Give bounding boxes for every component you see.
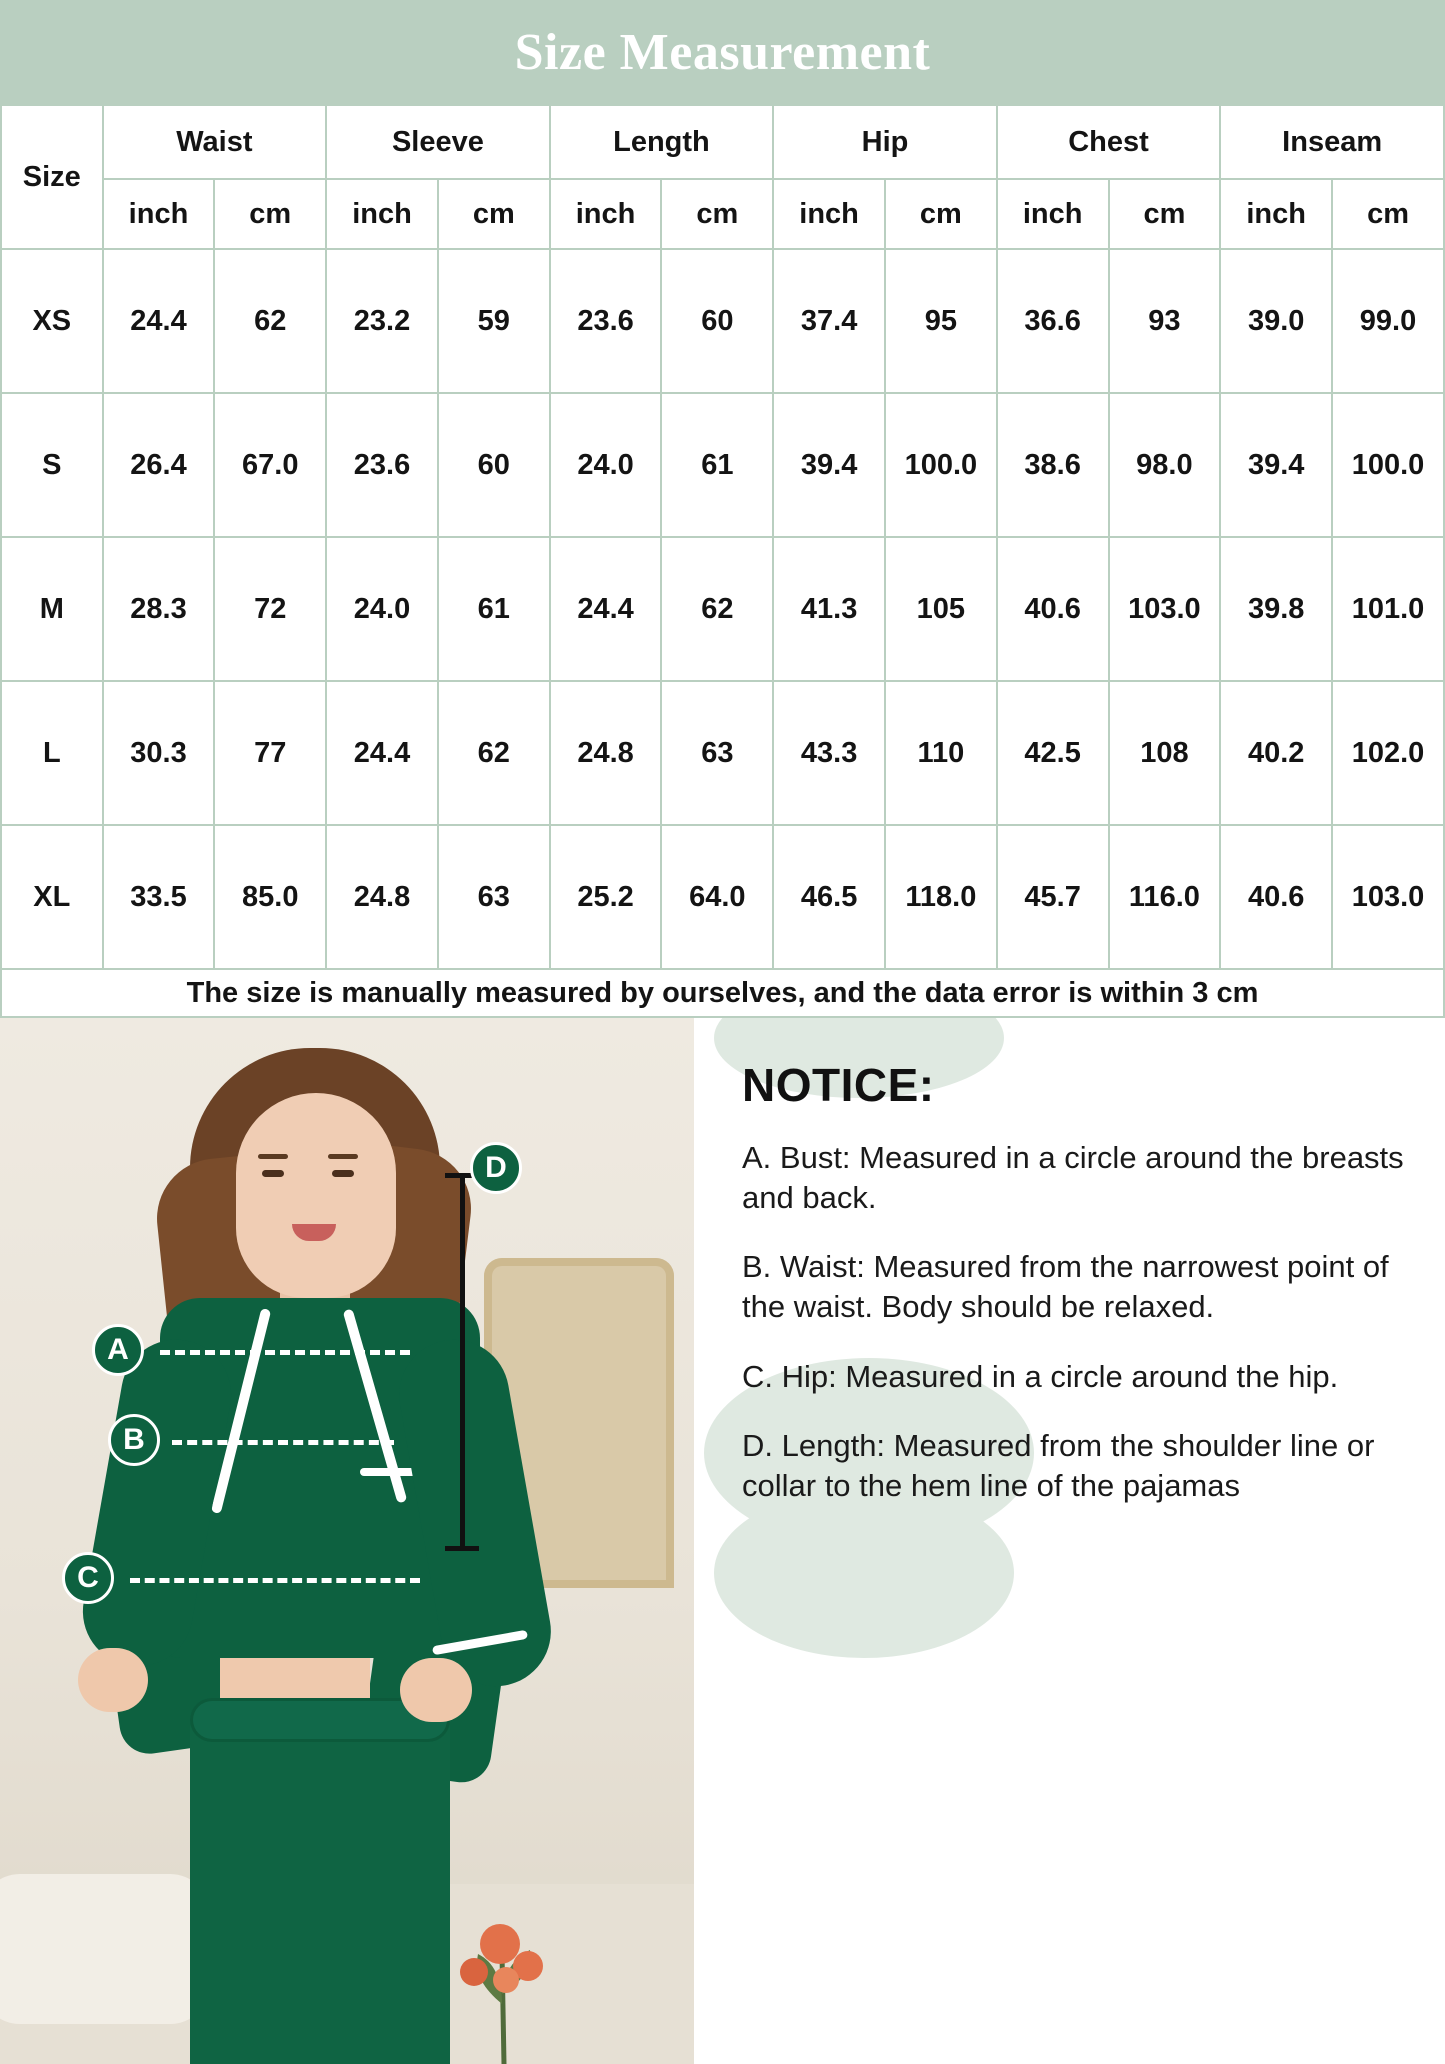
- notice-item-bust: A. Bust: Measured in a circle around the breasts and back.: [742, 1140, 1404, 1215]
- cell: 95: [885, 249, 997, 393]
- cell: 24.4: [103, 249, 215, 393]
- header-sleeve: Sleeve: [326, 105, 550, 179]
- cell: 40.6: [997, 537, 1109, 681]
- header-size: Size: [1, 105, 103, 249]
- cell: 116.0: [1109, 825, 1221, 969]
- table-footnote-row: [1, 969, 1444, 1017]
- measurement-disclaimer: The size is manually measured by ourselves, and the data error is within 3 cm: [1, 969, 1444, 1017]
- lower-section: [0, 1018, 1445, 2064]
- cell: 24.0: [326, 537, 438, 681]
- cell: 24.4: [550, 537, 662, 681]
- cell: 102.0: [1332, 681, 1444, 825]
- length-measure-line: [460, 1173, 465, 1551]
- face: [236, 1093, 396, 1298]
- marker-d: D: [470, 1142, 522, 1194]
- row-size-label: XS: [1, 249, 103, 393]
- cell: 39.0: [1220, 249, 1332, 393]
- cell: 24.8: [326, 825, 438, 969]
- cell: 99.0: [1332, 249, 1444, 393]
- cell: 24.8: [550, 681, 662, 825]
- cell: 41.3: [773, 537, 885, 681]
- cell: 108: [1109, 681, 1221, 825]
- cell: 67.0: [214, 393, 326, 537]
- unit-waist-cm: cm: [214, 179, 326, 249]
- length-measure-cap-bottom: [445, 1546, 479, 1551]
- size-chart-section: [0, 104, 1445, 1018]
- row-size-label: S: [1, 393, 103, 537]
- row-size-label: M: [1, 537, 103, 681]
- cell: 36.6: [997, 249, 1109, 393]
- cell: 39.4: [773, 393, 885, 537]
- table-row: [1, 393, 1444, 537]
- header-waist: Waist: [103, 105, 327, 179]
- cell: 61: [438, 537, 550, 681]
- cell: 100.0: [885, 393, 997, 537]
- cell: 64.0: [661, 825, 773, 969]
- eyebrow-left: [258, 1154, 288, 1159]
- cell: 93: [1109, 249, 1221, 393]
- cell: 118.0: [885, 825, 997, 969]
- cell: 38.6: [997, 393, 1109, 537]
- marker-c: C: [62, 1552, 114, 1604]
- cell: 37.4: [773, 249, 885, 393]
- cell: 39.4: [1220, 393, 1332, 537]
- model-photo: [0, 1018, 694, 2064]
- cell: 77: [214, 681, 326, 825]
- row-size-label: XL: [1, 825, 103, 969]
- row-size-label: L: [1, 681, 103, 825]
- unit-length-inch: inch: [550, 179, 662, 249]
- cell: 59: [438, 249, 550, 393]
- notice-panel: [694, 1018, 1445, 2064]
- unit-chest-inch: inch: [997, 179, 1109, 249]
- cell: 98.0: [1109, 393, 1221, 537]
- cell: 63: [438, 825, 550, 969]
- notice-item-waist: B. Waist: Measured from the narrowest point of the waist. Body should be relaxed.: [742, 1249, 1389, 1325]
- cell: 43.3: [773, 681, 885, 825]
- cell: 103.0: [1332, 825, 1444, 969]
- cell: 60: [438, 393, 550, 537]
- table-row: [1, 249, 1444, 393]
- marker-b: B: [108, 1414, 160, 1466]
- unit-inseam-cm: cm: [1332, 179, 1444, 249]
- eyebrow-right: [328, 1154, 358, 1159]
- unit-hip-cm: cm: [885, 179, 997, 249]
- eye-right: [332, 1170, 354, 1177]
- cell: 101.0: [1332, 537, 1444, 681]
- table-row: [1, 537, 1444, 681]
- cell: 23.6: [550, 249, 662, 393]
- header-inseam: Inseam: [1220, 105, 1444, 179]
- cell: 45.7: [997, 825, 1109, 969]
- model-figure: [40, 1038, 600, 2064]
- cell: 105: [885, 537, 997, 681]
- cell: 39.8: [1220, 537, 1332, 681]
- cell: 100.0: [1332, 393, 1444, 537]
- cell: 40.6: [1220, 825, 1332, 969]
- unit-waist-inch: inch: [103, 179, 215, 249]
- cell: 62: [438, 681, 550, 825]
- cell: 25.2: [550, 825, 662, 969]
- cell: 72: [214, 537, 326, 681]
- bust-measure-line: [160, 1350, 410, 1355]
- eye-left: [262, 1170, 284, 1177]
- cell: 24.4: [326, 681, 438, 825]
- cell: 42.5: [997, 681, 1109, 825]
- header-length: Length: [550, 105, 774, 179]
- hand-right: [400, 1658, 472, 1722]
- cell: 30.3: [103, 681, 215, 825]
- cell: 23.6: [326, 393, 438, 537]
- cell: 40.2: [1220, 681, 1332, 825]
- unit-length-cm: cm: [661, 179, 773, 249]
- notice-title: NOTICE:: [742, 1059, 935, 1111]
- page-title: Size Measurement: [514, 23, 931, 81]
- cell: 60: [661, 249, 773, 393]
- unit-sleeve-inch: inch: [326, 179, 438, 249]
- cell: 62: [214, 249, 326, 393]
- hand-left: [78, 1648, 148, 1712]
- cell: 23.2: [326, 249, 438, 393]
- cell: 62: [661, 537, 773, 681]
- pajama-pants: [190, 1698, 450, 2064]
- header-hip: Hip: [773, 105, 997, 179]
- cell: 61: [661, 393, 773, 537]
- hip-measure-line: [130, 1578, 420, 1583]
- size-measurement-table: [0, 104, 1445, 1018]
- page-header: [0, 0, 1445, 104]
- unit-chest-cm: cm: [1109, 179, 1221, 249]
- cell: 33.5: [103, 825, 215, 969]
- cell: 46.5: [773, 825, 885, 969]
- cell: 24.0: [550, 393, 662, 537]
- cell: 103.0: [1109, 537, 1221, 681]
- marker-a: A: [92, 1324, 144, 1376]
- cell: 85.0: [214, 825, 326, 969]
- notice-item-hip: C. Hip: Measured in a circle around the hip.: [742, 1358, 1339, 1394]
- unit-hip-inch: inch: [773, 179, 885, 249]
- table-header-measurements: [1, 105, 1444, 179]
- unit-inseam-inch: inch: [1220, 179, 1332, 249]
- cell: 63: [661, 681, 773, 825]
- decor-blob-bottom: [714, 1488, 1014, 1658]
- table-row: [1, 681, 1444, 825]
- cell: 28.3: [103, 537, 215, 681]
- cell: 26.4: [103, 393, 215, 537]
- table-header-units: [1, 179, 1444, 249]
- table-row: [1, 825, 1444, 969]
- cell: 110: [885, 681, 997, 825]
- notice-item-length: D. Length: Measured from the shoulder line or collar to the hem line of the pajamas: [742, 1428, 1375, 1504]
- waist-measure-line: [172, 1440, 394, 1445]
- unit-sleeve-cm: cm: [438, 179, 550, 249]
- header-chest: Chest: [997, 105, 1221, 179]
